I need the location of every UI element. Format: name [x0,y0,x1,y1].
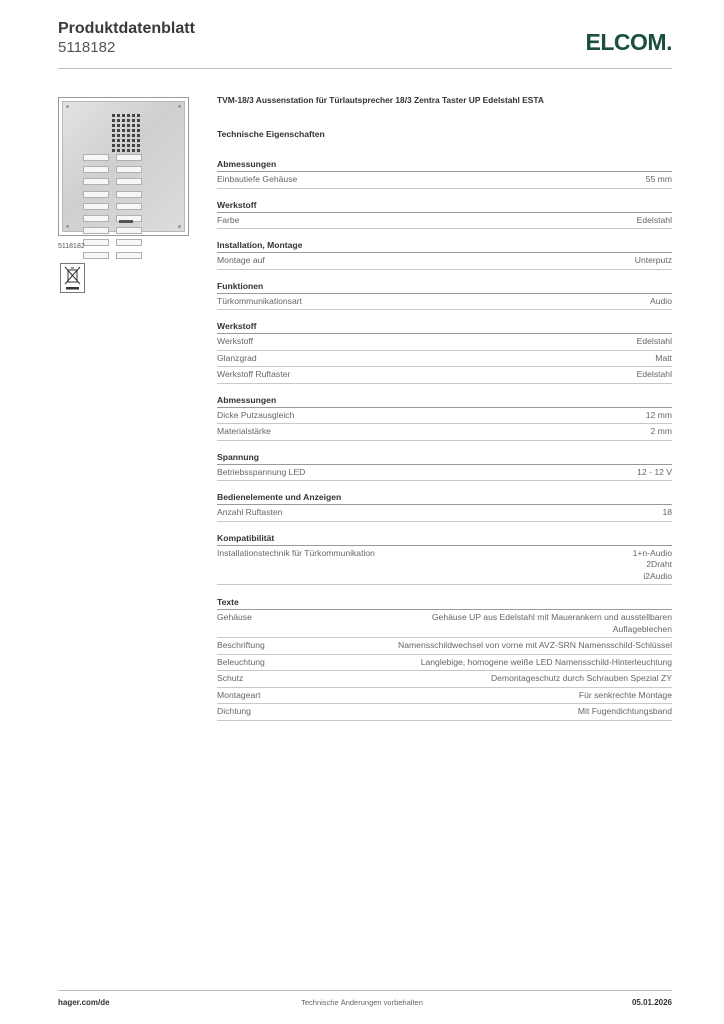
spec-group [217,240,672,270]
call-button [83,178,109,185]
grille-hole [122,139,125,142]
spec-label: Montageart [217,689,261,700]
grille-hole [137,124,140,127]
group-title: Bedienelemente und Anzeigen [217,492,672,505]
call-button [83,203,109,210]
grille-hole [132,114,135,117]
crossed-out-bin-icon [60,263,85,293]
spec-row [217,424,672,441]
footer-notice: Technische Änderungen vorbehalten [301,998,423,1007]
spec-group [217,533,672,586]
spec-row [217,367,672,384]
call-button [116,191,142,198]
grille-hole [112,114,115,117]
spec-value: 18 [662,507,672,517]
spec-value: Namensschildwechsel von vorne mit AVZ-SRN Namensschild-Schlüssel [398,640,672,650]
grille-hole [122,119,125,122]
grille-hole [132,124,135,127]
spec-group [217,452,672,482]
grille-hole [112,129,115,132]
grille-hole [117,119,120,122]
call-button [116,178,142,185]
grille-hole [117,129,120,132]
spec-label: Türkommunikationsart [217,295,303,306]
call-button [116,166,142,173]
spec-value: Unterputz [634,255,672,265]
call-button [83,227,109,234]
spec-label: Installationstechnik für Türkommunikation [217,547,375,558]
texte-group [217,597,672,721]
grille-hole [127,114,130,117]
spec-row [217,465,672,482]
grille-hole [137,134,140,137]
screw-icon [66,225,69,228]
call-buttons [79,154,175,264]
spec-row [217,213,672,230]
product-name: TVM-18/3 Aussenstation für Türlautsprecher 18/3 Zentra Taster UP Edelstahl ESTA [217,95,544,105]
spec-value: Matt [655,352,672,363]
article-number: 5118182 [58,39,116,56]
screw-icon [66,105,69,108]
footer-website[interactable]: hager.com/de [58,998,110,1007]
product-image [58,97,189,236]
group-title: Abmessungen [217,395,672,408]
grille-hole [117,139,120,142]
spec-row [217,704,672,721]
spec-label: Farbe [217,214,240,225]
spec-row [217,638,672,655]
spec-group [217,321,672,384]
group-title: Spannung [217,452,672,465]
grille-hole [112,134,115,137]
spec-group [217,200,672,230]
grille-hole [117,149,120,152]
grille-hole [132,119,135,122]
grille-hole [122,149,125,152]
spec-label: Gehäuse [217,612,252,622]
spec-row [217,408,672,425]
spec-row [217,671,672,688]
spec-value: Langlebige, homogene weiße LED Namensschild-Hinterleuchtung [420,656,672,667]
section-title: Technische Eigenschaften [217,129,325,139]
spec-value: Mit Fugendichtungsband [577,706,672,716]
spec-value: 2 mm [650,426,672,436]
footer-date: 05.01.2026 [631,998,672,1007]
spec-value: 12 mm [645,409,672,420]
call-button [83,239,109,246]
screw-icon [178,225,181,228]
group-title: Werkstoff [217,321,672,334]
group-title: Werkstoff [217,200,672,213]
grille-hole [127,139,130,142]
spec-value: Edelstahl [636,369,672,379]
spec-row [217,172,672,189]
spec-label: Betriebsspannung LED [217,466,306,477]
grille-hole [122,129,125,132]
spec-value: Audio [650,295,672,306]
spec-row [217,546,672,586]
spec-label: Glanzgrad [217,352,257,363]
spec-row [217,610,672,638]
grille-hole [127,149,130,152]
grille-hole [122,124,125,127]
spec-group [217,395,672,441]
spec-value: 12 - 12 V [637,466,672,477]
group-title: Texte [217,597,672,610]
grille-hole [137,119,140,122]
call-button [116,239,142,246]
spec-value: 55 mm [645,174,672,184]
grille-hole [132,129,135,132]
spec-row [217,505,672,522]
grille-hole [122,114,125,117]
group-title: Kompatibilität [217,533,672,546]
grille-hole [127,119,130,122]
header-divider [58,68,672,69]
spec-label: Werkstoff Ruftaster [217,369,291,379]
call-button [83,166,109,173]
spec-label: Dichtung [217,706,251,716]
call-button [116,252,142,259]
call-button [83,191,109,198]
spec-value: Gehäuse UP aus Edelstahl mit Mauerankern und ausstellbaren Auflageblechen [431,612,672,634]
spec-label: Anzahl Ruftasten [217,507,283,517]
grille-hole [127,129,130,132]
call-button [83,215,109,222]
spec-row [217,253,672,270]
spec-row [217,688,672,705]
grille-hole [137,139,140,142]
grille-hole [137,129,140,132]
spec-group [217,159,672,189]
screw-icon [178,105,181,108]
grille-hole [112,149,115,152]
grille-hole [127,124,130,127]
grille-hole [132,144,135,147]
grille-hole [122,134,125,137]
group-title: Installation, Montage [217,240,672,253]
grille-hole [137,114,140,117]
spec-value: Demontageschutz durch Schrauben Spezial ZY [490,673,672,683]
spec-row [217,655,672,672]
grille-hole [122,144,125,147]
spec-content [217,95,672,732]
grille-hole [117,114,120,117]
grille-hole [132,134,135,137]
grille-hole [132,139,135,142]
spec-row [217,294,672,311]
grille-hole [127,144,130,147]
spec-label: Einbautiefe Gehäuse [217,174,298,184]
spec-label: Werkstoff [217,336,253,346]
footer-divider [58,990,672,991]
grille-hole [112,139,115,142]
speaker-grille-icon [111,113,141,145]
group-title: Abmessungen [217,159,672,172]
grille-hole [137,149,140,152]
spec-row [217,334,672,351]
spec-label: Dicke Putzausgleich [217,409,295,420]
spec-groups [217,159,672,585]
spec-group [217,281,672,311]
grille-hole [137,144,140,147]
grille-hole [127,134,130,137]
spec-row [217,351,672,368]
group-title: Funktionen [217,281,672,294]
plate-logo-mark [119,220,133,223]
spec-value: 1+n-Audio 2Draht i2Audio [632,547,672,581]
call-button [83,154,109,161]
spec-group [217,492,672,522]
call-button [116,227,142,234]
call-button [83,252,109,259]
spec-value: Edelstahl [636,214,672,225]
spec-label: Beleuchtung [217,656,265,667]
grille-hole [112,119,115,122]
spec-label: Beschriftung [217,640,265,650]
grille-hole [112,144,115,147]
spec-value: Edelstahl [636,336,672,346]
call-button [116,154,142,161]
door-station-plate [62,101,185,232]
call-button [116,203,142,210]
spec-value: Für senkrechte Montage [578,689,672,700]
elcom-logo: ELCOM. [585,29,672,55]
spec-label: Materialstärke [217,426,271,436]
spec-label: Schutz [217,673,244,683]
page-title: Produktdatenblatt [58,20,195,37]
grille-hole [117,134,120,137]
spec-label: Montage auf [217,255,265,265]
grille-hole [117,144,120,147]
grille-hole [112,124,115,127]
image-caption: 5118182 [58,243,85,250]
grille-hole [117,124,120,127]
grille-hole [132,149,135,152]
